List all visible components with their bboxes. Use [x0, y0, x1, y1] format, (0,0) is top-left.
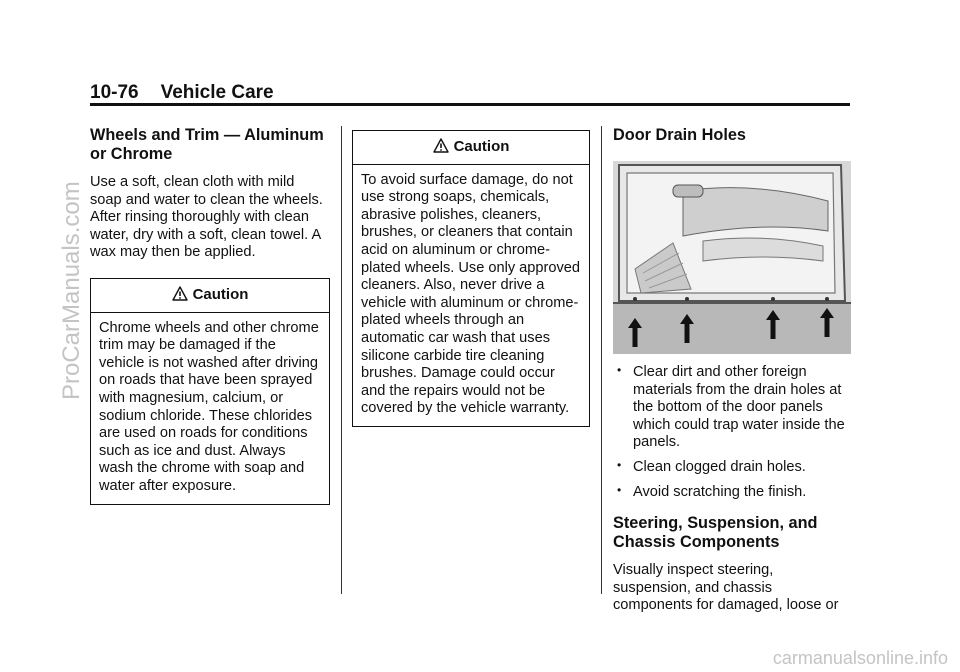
- page-header: [90, 82, 274, 104]
- caution-box-surface: [352, 130, 590, 427]
- list-item: • Clean clogged drain holes.: [617, 457, 806, 475]
- list-item: • Clear dirt and other foreign materials from the drain holes at the bottom of the door panels which could trap water inside the panels.: [617, 363, 845, 451]
- column-divider-1: [341, 126, 342, 594]
- section-heading-steering: Steering, Suspension, and Chassis Components: [613, 514, 818, 552]
- column-divider-2: [601, 126, 602, 594]
- steering-paragraph: Visually inspect steering, suspension, and chassis components for damaged, loose or: [613, 562, 839, 614]
- section-title: Vehicle Care: [160, 82, 274, 103]
- caution-title: Caution: [192, 285, 249, 303]
- caution-triangle-icon: [172, 286, 188, 301]
- section-heading-door-drain: Door Drain Holes: [613, 126, 746, 144]
- bullet-dot-icon: •: [617, 363, 622, 377]
- caution-triangle-icon: [433, 138, 449, 153]
- bullet-dot-icon: •: [617, 457, 622, 472]
- bullet-dot-icon: •: [617, 482, 622, 497]
- caution-header: [91, 279, 329, 313]
- header-rule: [90, 103, 850, 106]
- footer-watermark: carmanualsonline.info: [772, 648, 948, 668]
- wheels-paragraph: Use a soft, clean cloth with mild soap and water to clean the wheels. After rinsing thoroughly with clean water, dry with a soft, clean towel. A wax may then be applied.: [90, 174, 323, 261]
- caution-title: Caution: [453, 138, 510, 155]
- door-drain-holes-illustration: [613, 161, 851, 354]
- page-number: 10-76: [90, 82, 139, 103]
- column-2: [352, 126, 590, 427]
- caution-body: To avoid surface damage, do not use strong soaps, chemicals, abrasive polishes, cleaners, brushes, or cleaners that contain acid on aluminum or chrome-plated wheels. Use only approved cleaners. Also, never drive a vehicle with aluminum or chrome-plated wheels through an automatic car wash that uses silicone carbide tire cleaning brushes. Damage could occur and the repairs would not be covered by the vehicle warranty.: [361, 171, 581, 417]
- section-heading-wheels: Wheels and Trim — Aluminum or Chrome: [90, 126, 324, 163]
- caution-box-chrome: [90, 278, 330, 505]
- caution-header: [353, 131, 589, 165]
- list-item: • Avoid scratching the finish.: [617, 482, 807, 500]
- caution-body: Chrome wheels and other chrome trim may be damaged if the vehicle is not washed after driving on roads that have been sprayed with magnesium, calcium, or sodium chloride. These chlorides are used on roads for conditions such as ice and dust. Always wash the chrome with soap and water after exposure.: [99, 319, 319, 494]
- column-1: [90, 126, 330, 505]
- side-watermark: ProCarManuals.com: [58, 181, 85, 400]
- column-3: [613, 126, 853, 615]
- door-drain-bullets: [613, 364, 853, 501]
